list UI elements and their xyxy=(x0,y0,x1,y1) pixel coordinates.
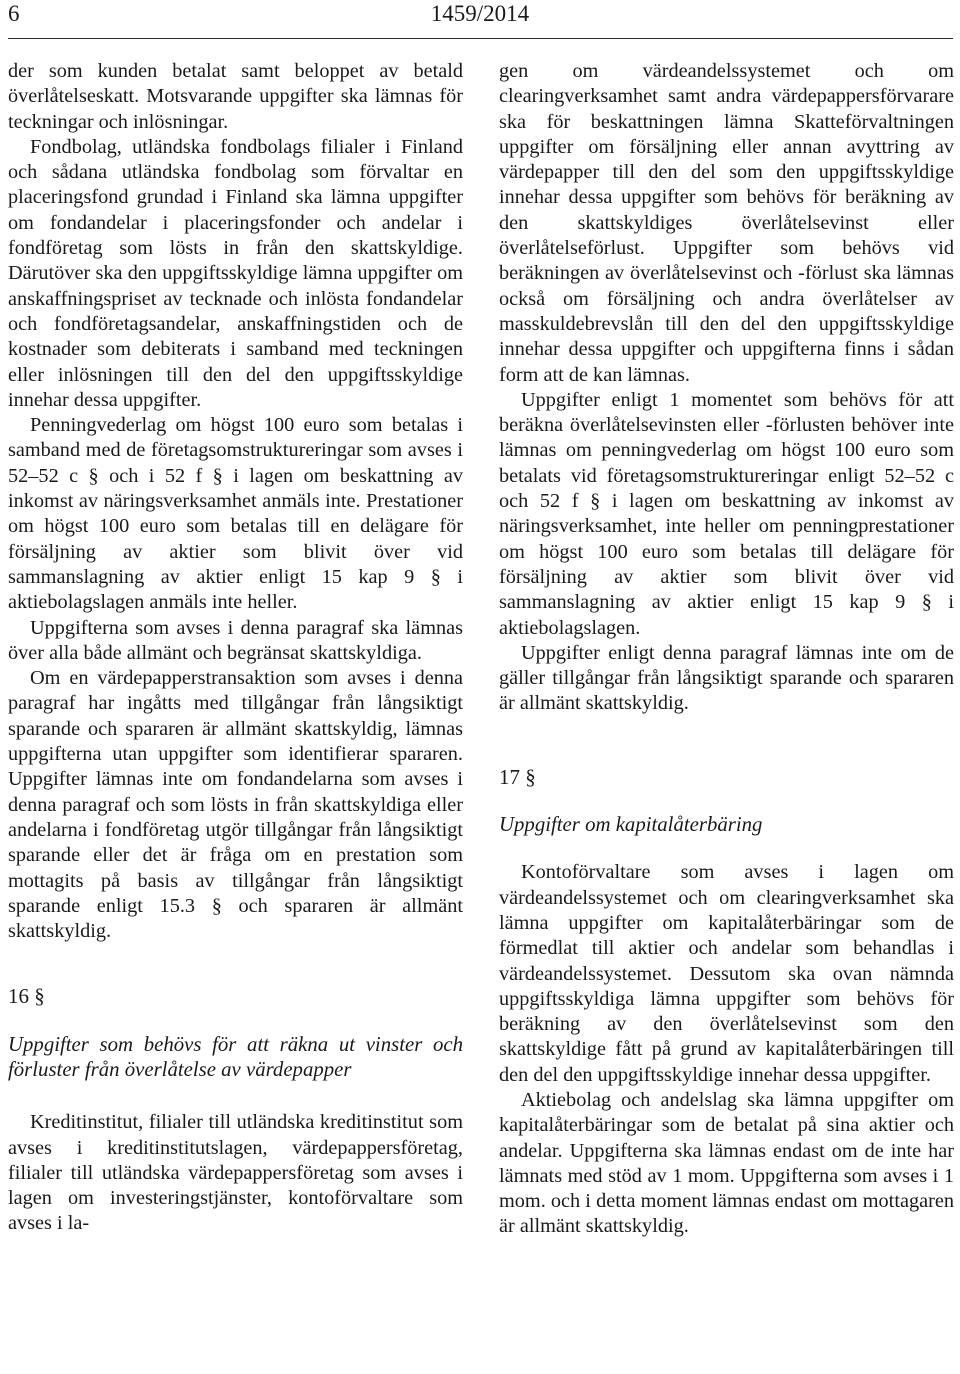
paragraph: Aktiebolag och andelslag ska lämna uppgifter om kapitalåterbäringar som de betalat på sina aktier och andelar. Uppgifterna ska lämnas endast om de inte har lämnats med stöd av 1 mom. Uppgifterna som avses i 1 mom. och i detta moment lämnas endast om mottagaren är allmänt skattskyldig. xyxy=(499,1088,954,1238)
paragraph: der som kunden betalat samt beloppet av betald överlåtelseskatt. Motsvarande uppgifter ska lämnas för teckningar och inlösningar. xyxy=(8,60,463,133)
paragraph: Fondbolag, utländska fondbolags filialer i Finland och sådana utländska fondbolag som förvaltar en placeringsfond grundad i Finland ska lämna uppgifter om fondandelar i placeringsfonder och andelar i fondföretag som lösts in från den skattskyldige. Därutöver ska den uppgiftsskyldige lämna uppgifter om anskaffningspriset av tecknade och inlösta fondandelar och fondföretagsandelar, anskaffningstiden och de kostnader som debiterats i samband med teckningen eller inlösningen till den del den uppgiftsskyldige innehar dessa uppgifter. xyxy=(8,135,463,411)
section-title: Uppgifter som behövs för att räkna ut vinster och förluster från överlåtelse av värdepapper xyxy=(8,1032,463,1081)
section-number: 17 § xyxy=(499,764,536,789)
paragraph: Penningvederlag om högst 100 euro som betalas i samband med de företagsomstruktureringar som avses i 52–52 c § och i 52 f § i lagen om beskattning av inkomst av näringsverksamhet anmäls inte. Prestationer om högst 100 euro som betalas till en delägare för försäljning av aktier som blivit över vid sammanslagning av aktier enligt 15 kap 9 § i aktiebolagslagen anmäls inte heller. xyxy=(8,414,463,614)
paragraph: Kreditinstitut, filialer till utländska kreditinstitut som avses i kreditinstitutslagen, värdepappersföretag, filialer till utländska värdepappersföretag som avses i lagen om investeringstjänster, kontoförvaltare som avses i la- xyxy=(8,1111,463,1235)
paragraph: Kontoförvaltare som avses i lagen om värdeandelssystemet och om clearingverksamhet ska lämna uppgifter om kapitalåterbäringar som de förmedlat till aktier och andelar som behandlas i värdeandelssystemet. Dessutom ska ovan nämnda uppgiftsskyldiga lämna uppgifter som behövs för beräkning av den överlåtelsevinst som den skattskyldige fått på grund av kapitalåterbäringen till den del den uppgiftsskyldige innehar dessa uppgifter. xyxy=(499,861,954,1086)
paragraph: gen om värdeandelssystemet och om clearingverksamhet samt andra värdepappersförvarare ska för beskattningen lämna Skatteförvaltningen uppgifter om försäljning eller annan avyttring av värdepapper till den del som den uppgiftsskyldige innehar dessa uppgifter som behövs för beräkning av den skattskyldiges överlåtelsevinst eller överlåtelseförlust. Uppgifter som behövs vid beräkningen av överlåtelsevinst och -förlust ska lämnas också om försäljning och andra överlåtelser av masskuldebrevslån till den del den uppgiftsskyldige innehar dessa uppgifter och uppgifterna finns i sådan form att de kan lämnas. xyxy=(499,60,954,386)
paragraph: Uppgifterna som avses i denna paragraf ska lämnas över alla både allmänt och begränsat skattskyldiga. xyxy=(8,616,463,664)
section-title: Uppgifter om kapitalåterbäring xyxy=(499,813,763,837)
left-column xyxy=(8,59,463,1237)
section-number: 16 § xyxy=(8,984,45,1009)
paragraph: Uppgifter enligt 1 momentet som behövs för att beräkna överlåtelsevinsten eller -förlusten behöver inte lämnas om penningvederlag om högst 100 euro som betalats vid företagsomstruktureringar enligt 52–52 c och 52 f § i lagen om beskattning av inkomst av näringsverksamhet, inte heller om penningprestationer om högst 100 euro som betalas till delägare för försäljning av aktier som blivit över vid sammanslagning av aktier enligt 15 kap 9 § i aktiebolagslagen. xyxy=(499,388,954,639)
document-id: 1459/2014 xyxy=(430,1,530,26)
paragraph: Om en värdepapperstransaktion som avses i denna paragraf har ingåtts med tillgångar från långsiktigt sparande och spararen är allmänt skattskyldig, lämnas uppgifterna utan uppgifter som identifierar spararen. Uppgifter lämnas inte om fondandelarna som avses i denna paragraf och som lösts in från skattskyldiga eller andelarna i fondföretag utgör tillgångar från långsiktigt sparande eller det är fråga om en prestation som mottagits på basis av tillgångar från långsiktigt sparande enligt 15.3 § och spararen är allmänt skattskyldig. xyxy=(8,667,463,943)
paragraph: Uppgifter enligt denna paragraf lämnas inte om de gäller tillgångar från långsiktigt sparande och spararen är allmänt skattskyldig. xyxy=(499,641,954,715)
page-number: 6 xyxy=(8,1,20,26)
right-column xyxy=(499,59,954,1240)
page-header xyxy=(0,0,960,44)
header-rule xyxy=(8,38,953,39)
